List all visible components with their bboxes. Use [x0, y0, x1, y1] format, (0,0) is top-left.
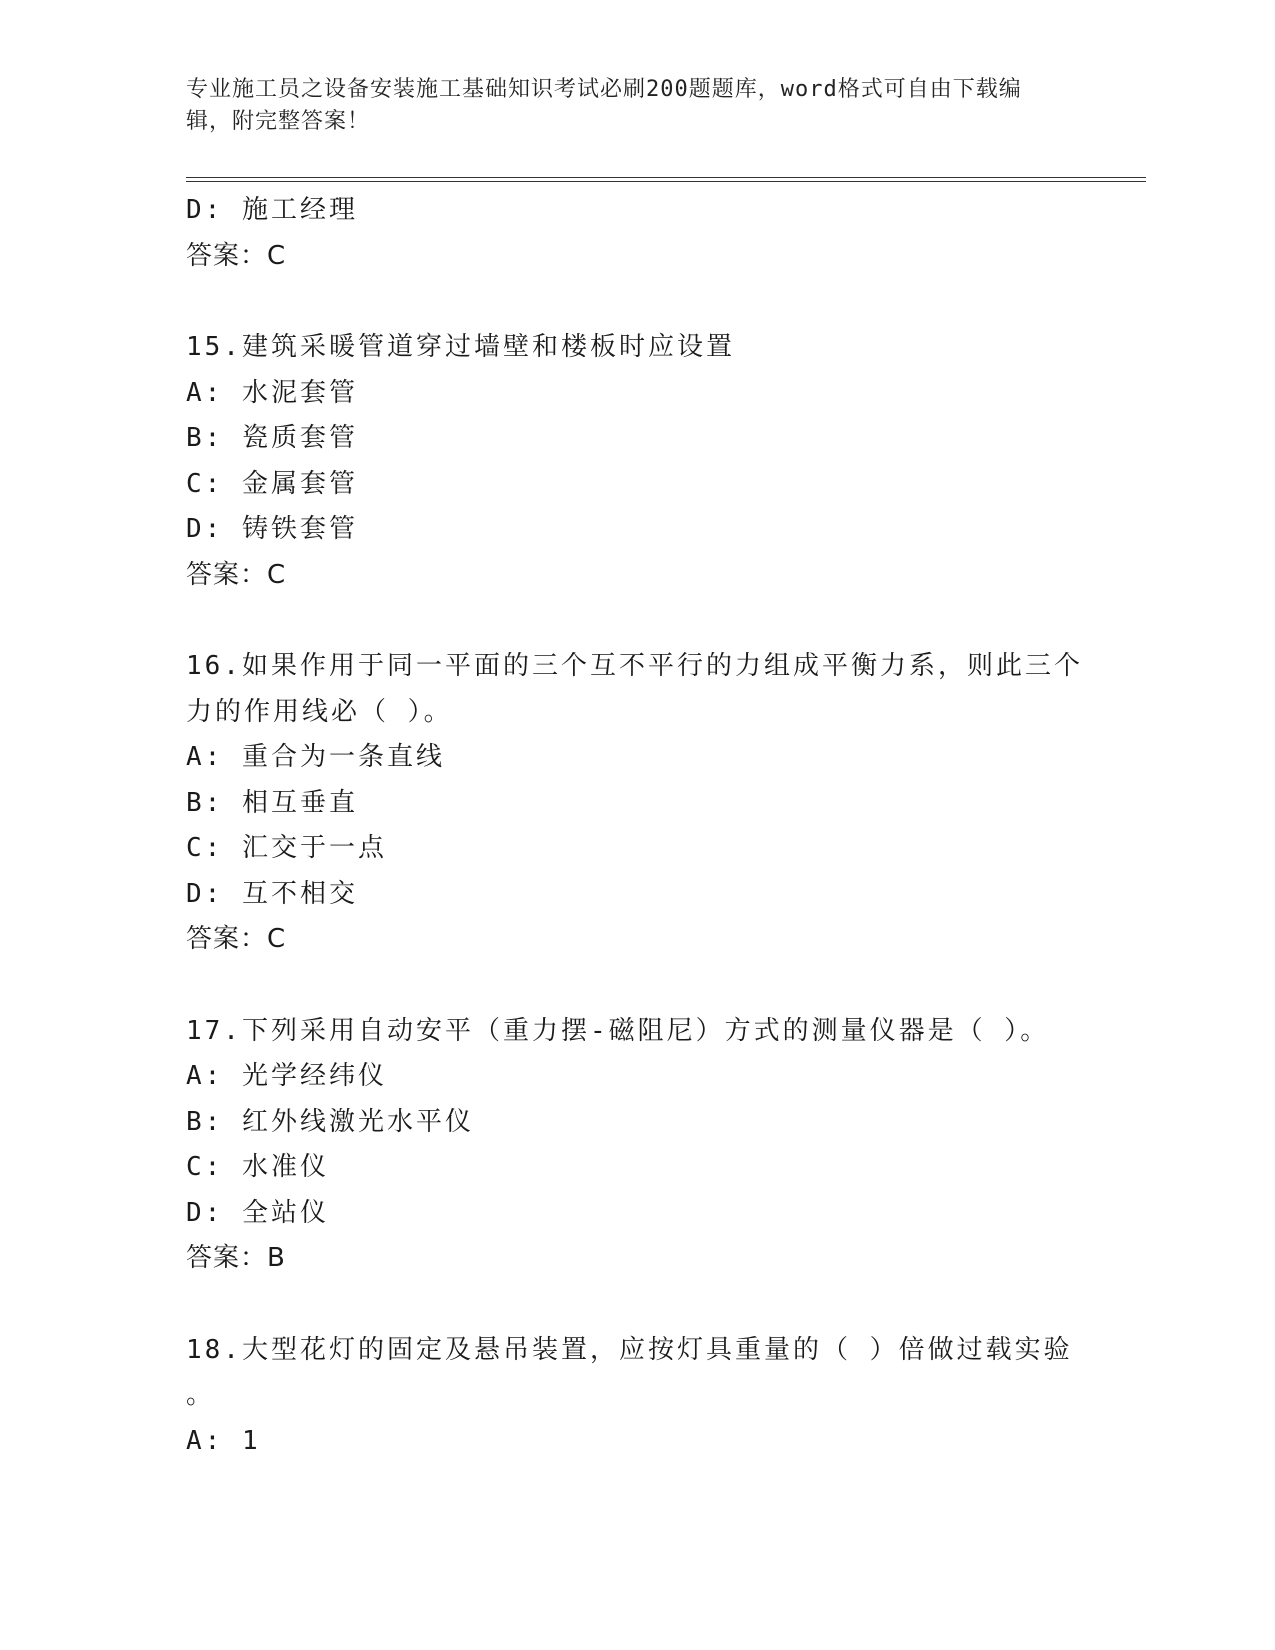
question-list — [186, 188, 1086, 1464]
question-15-answer: 答案：C — [186, 559, 287, 590]
header-title: 专业施工员之设备安装施工基础知识考试必刷200题题库，word格式可自由下载编辑，附完整答案！ — [186, 77, 1022, 134]
question-16-option-c: C: 汇交于一点 — [186, 833, 387, 863]
option-d: D: 施工经理 — [186, 195, 358, 225]
question-16-option-a: A: 重合为一条直线 — [186, 742, 445, 772]
question-16-option-b: B: 相互垂直 — [186, 787, 358, 818]
question-15-text: 15.建筑采暖管道穿过墙壁和楼板时应设置 — [186, 332, 735, 362]
question-15-option-b: B: 瓷质套管 — [186, 423, 358, 453]
question-16-answer: 答案：C — [186, 924, 287, 954]
question-18-option-a: A: 1 — [186, 1425, 261, 1456]
question-18-text-line1: 18.大型花灯的固定及悬吊装置，应按灯具重量的（ ）倍做过载实验 — [186, 1334, 1073, 1365]
question-17-option-c: C: 水准仪 — [186, 1152, 329, 1182]
answer-line: 答案：C — [186, 240, 287, 271]
document-header — [186, 74, 1066, 138]
spacer — [186, 1282, 1086, 1328]
question-17-option-a: A: 光学经纬仪 — [186, 1061, 387, 1091]
question-16-option-d: D: 互不相交 — [186, 878, 358, 909]
question-18-text-line2: 。 — [186, 1380, 216, 1410]
question-17-option-b: B: 红外线激光水平仪 — [186, 1106, 474, 1137]
question-15-option-a: A: 水泥套管 — [186, 377, 358, 408]
question-17-answer: 答案：B — [186, 1243, 286, 1273]
question-16-text-line1: 16.如果作用于同一平面的三个互不平行的力组成平衡力系，则此三个 — [186, 651, 1083, 681]
spacer — [186, 279, 1086, 325]
question-17-option-d: D: 全站仪 — [186, 1197, 329, 1228]
question-17-text: 17.下列采用自动安平（重力摆-磁阻尼）方式的测量仪器是（ ）。 — [186, 1015, 1050, 1046]
spacer — [186, 963, 1086, 1009]
spacer — [186, 598, 1086, 644]
question-16-text-line2: 力的作用线必（ ）。 — [186, 696, 453, 727]
question-15-option-c: C: 金属套管 — [186, 468, 358, 499]
header-double-rule — [186, 177, 1146, 182]
question-15-option-d: D: 铸铁套管 — [186, 514, 358, 544]
